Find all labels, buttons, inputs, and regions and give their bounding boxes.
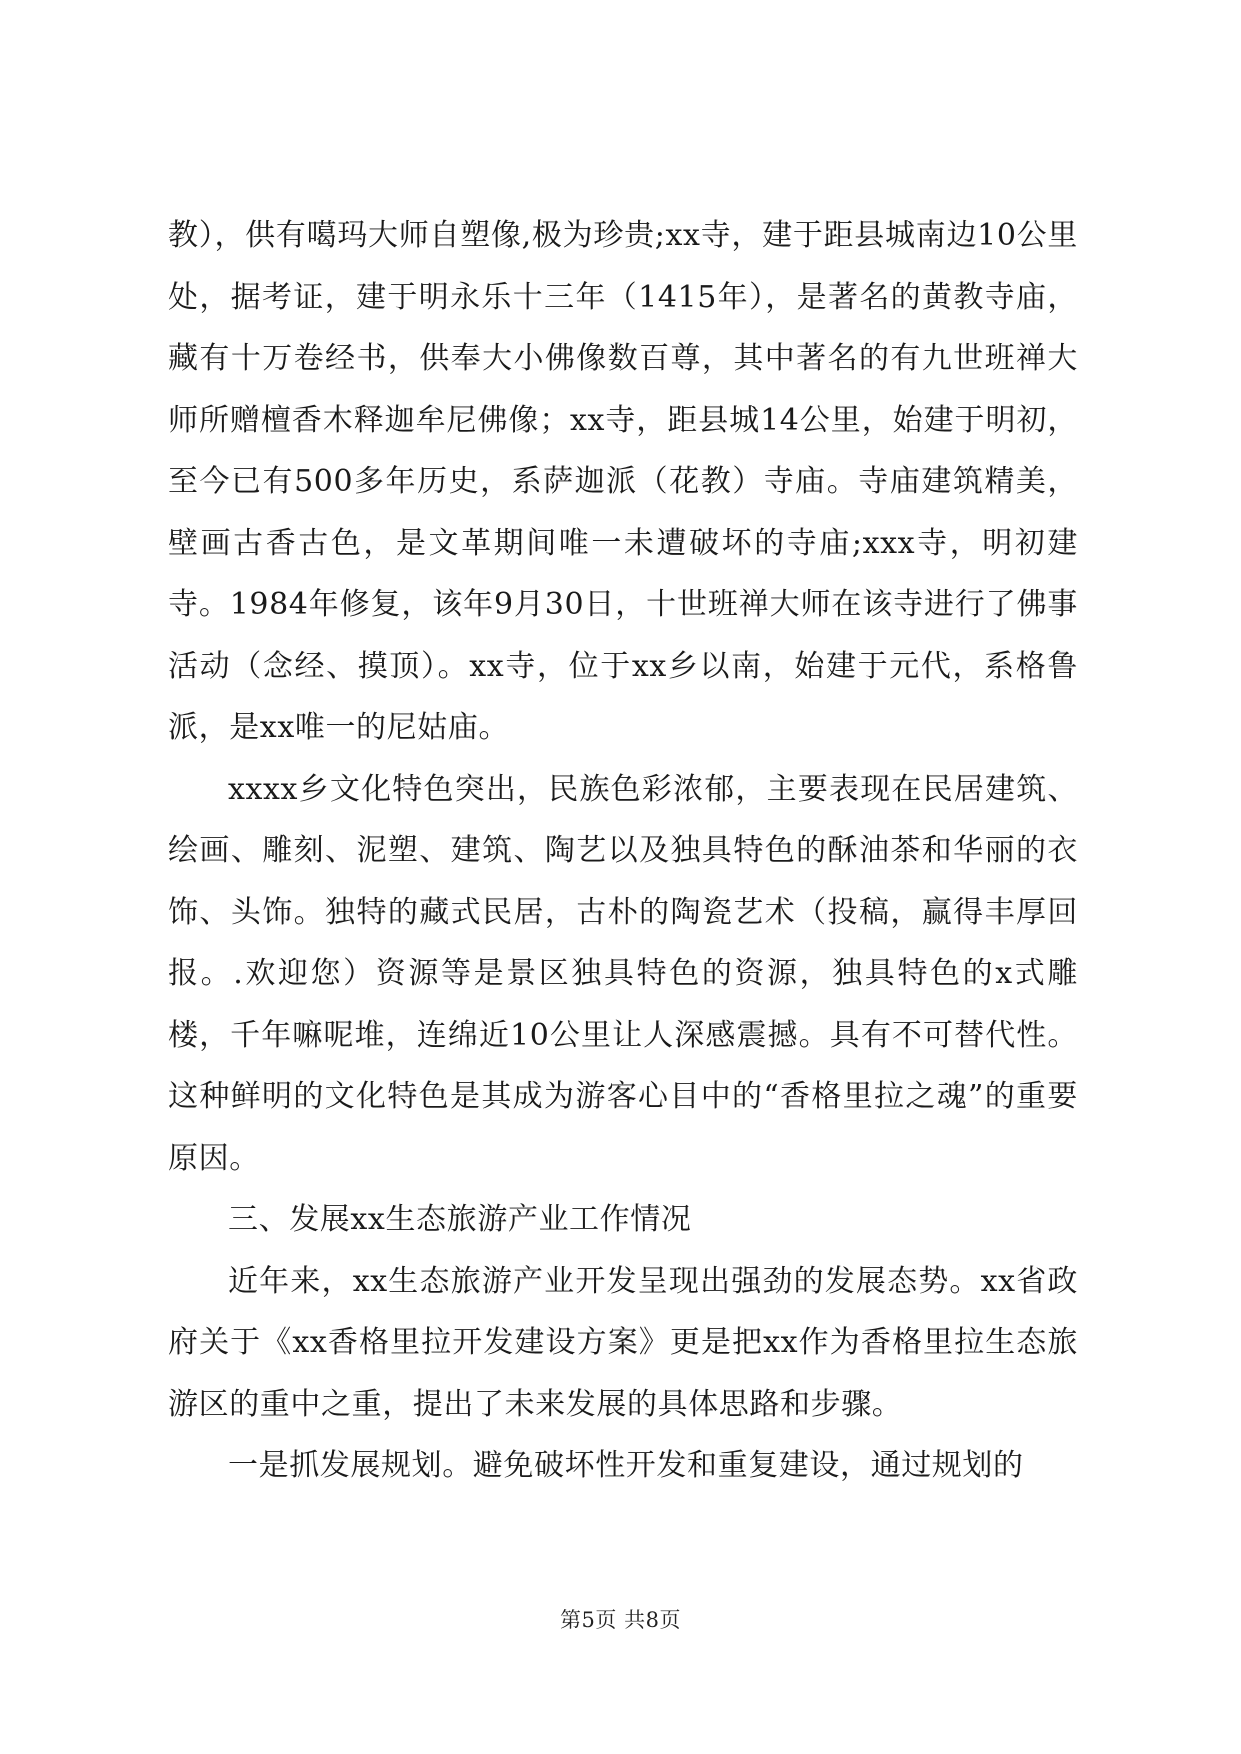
paragraph-planning: 一是抓发展规划。避免破坏性开发和重复建设，通过规划的 [228,1448,1024,1483]
paragraph-culture: xxxx乡文化特色突出，民族色彩浓郁，主要表现在民居建筑、绘画、雕刻、泥塑、建筑、陶艺以及独具特色的酥油茶和华丽的衣饰、头饰。独特的藏式民居，古朴的陶瓷艺术（投稿，赢得丰厚回报。.欢迎您）资源等是景区独具特色的资源，独具特色的x式雕楼，千年嘛呢堆，连绵近10公里让人深感震撼。具有不可替代性。这种鲜明的文化特色是其成为游客心目中的“香格里拉之魂”的重要原因。 [168,771,1078,1176]
section-heading: 三、发展xx生态旅游产业工作情况 [228,1202,692,1237]
document-body [168,205,1078,1497]
paragraph-development: 近年来，xx生态旅游产业开发呈现出强劲的发展态势。xx省政府关于《xx香格里拉开发建设方案》更是把xx作为香格里拉生态旅游区的重中之重，提出了未来发展的具体思路和步骤。 [168,1263,1078,1422]
paragraph-temples: 教），供有噶玛大师自塑像,极为珍贵;xx寺，建于距县城南边10公里处，据考证，建于明永乐十三年（1415年），是著名的黄教寺庙，藏有十万卷经书，供奉大小佛像数百尊，其中著名的有九世班禅大师所赠檀香木释迦牟尼佛像；xx寺，距县城14公里，始建于明初，至今已有500多年历史，系萨迦派（花教）寺庙。寺庙建筑精美，壁画古香古色，是文革期间唯一未遭破坏的寺庙;xxx寺，明初建寺。1984年修复，该年9月30日，十世班禅大师在该寺进行了佛事活动（念经、摸顶）。xx寺，位于xx乡以南，始建于元代，系格鲁派，是xx唯一的尼姑庙。 [168,218,1078,745]
page-number-footer: 第5页 共8页 [560,1608,681,1632]
